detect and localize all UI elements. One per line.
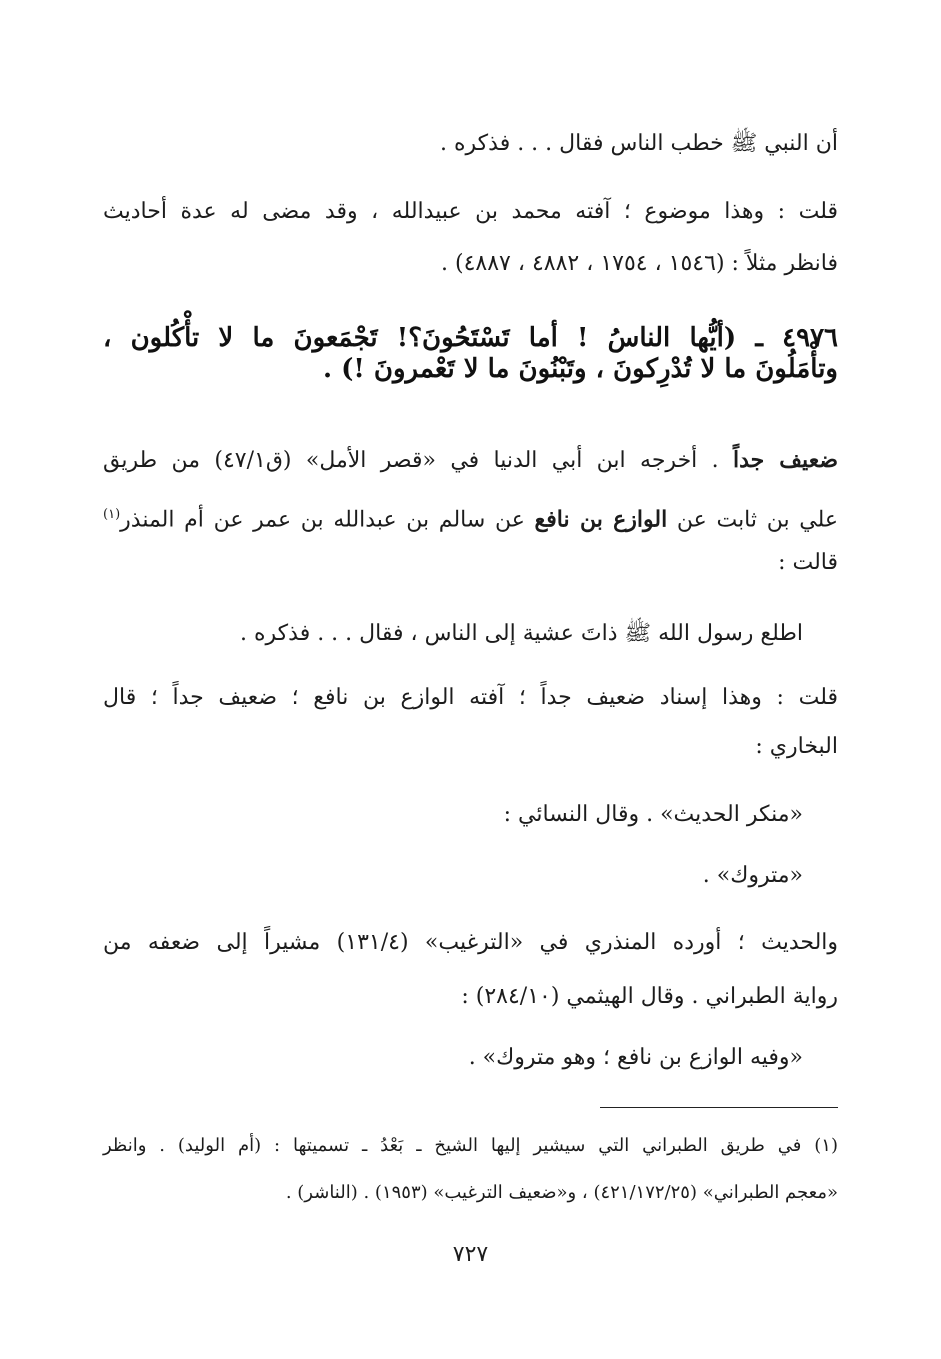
text-line-1: أن النبي ﷺ خطب الناس فقال . . . فذكره . [440,131,838,156]
text-line-7: اطلع رسول الله ﷺ ذاتَ عشية إلى الناس ، فقال . . . فذكره . [240,621,803,646]
footnote-divider [600,1107,838,1108]
text-line-8: قلت : وهذا إسناد ضعيف جداً ؛ آفته الوازع بن نافع ؛ ضعيف جداً ؛ قال [103,685,838,710]
footnote-marker: (١) [103,507,121,522]
text-line-12: والحديث ؛ أورده المنذري في «الترغيب» (١٣١/٤) مشيراً إلى ضعفه من [103,930,839,955]
text-line-11: «متروك» . [702,863,803,888]
text-line-3: فانظر مثلاً : (١٥٤٦ ، ١٧٥٤ ، ٤٨٨٢ ، ٤٨٨٧) . [441,251,838,276]
text-line-4-rest: . أخرجه ابن أبي الدنيا في «قصر الأمل» (ق٤٧/١) من طريق [103,448,733,473]
narrator-name: الوازع بن نافع [534,506,668,533]
page-number: ٧٢٧ [452,1242,489,1267]
text-line-6: قالت : [778,550,838,575]
hadith-line-1: ٤٩٧٦ ـ (أيُّها الناسُ ! أما تَسْتَحُونَ؟! تَجْمَعونَ ما لا تأْكُلون ، [103,323,838,353]
footnote-line-1: (١) في طريق الطبراني التي سيشير إليها الشيخ ـ بَعْدُ ـ تسميتها : (أم الوليد) . وانظر [103,1135,838,1156]
text-line-5 [103,500,838,535]
text-line-5-a: علي بن ثابت عن [667,507,838,533]
text-line-5-b: عن سالم بن عبدالله بن عمر عن أم المنذر [120,507,535,533]
text-line-13: رواية الطبراني . وقال الهيثمي (٢٨٤/١٠) : [461,984,838,1009]
text-line-9: البخاري : [755,734,838,759]
text-line-14: «وفيه الوازع بن نافع ؛ وهو متروك» . [468,1045,803,1070]
text-line-10: «منكر الحديث» . وقال النسائي : [503,802,803,827]
hadith-line-2: وتأْمَلُونَ ما لا تُدْرِكونَ ، وتَبْنُونَ ما لا تَعْمرونَ !) . [323,354,838,384]
text-line-4 [103,445,838,476]
text-line-2: قلت : وهذا موضوع ؛ آفته محمد بن عبيدالله ، وقد مضى له عدة أحاديث [103,199,838,224]
grading-label: ضعيف جداً [733,447,838,473]
footnote-line-2: «معجم الطبراني» (٤٢١/١٧٢/٢٥) ، و«ضعيف الترغيب» (١٩٥٣) . (الناشر) . [285,1182,838,1203]
